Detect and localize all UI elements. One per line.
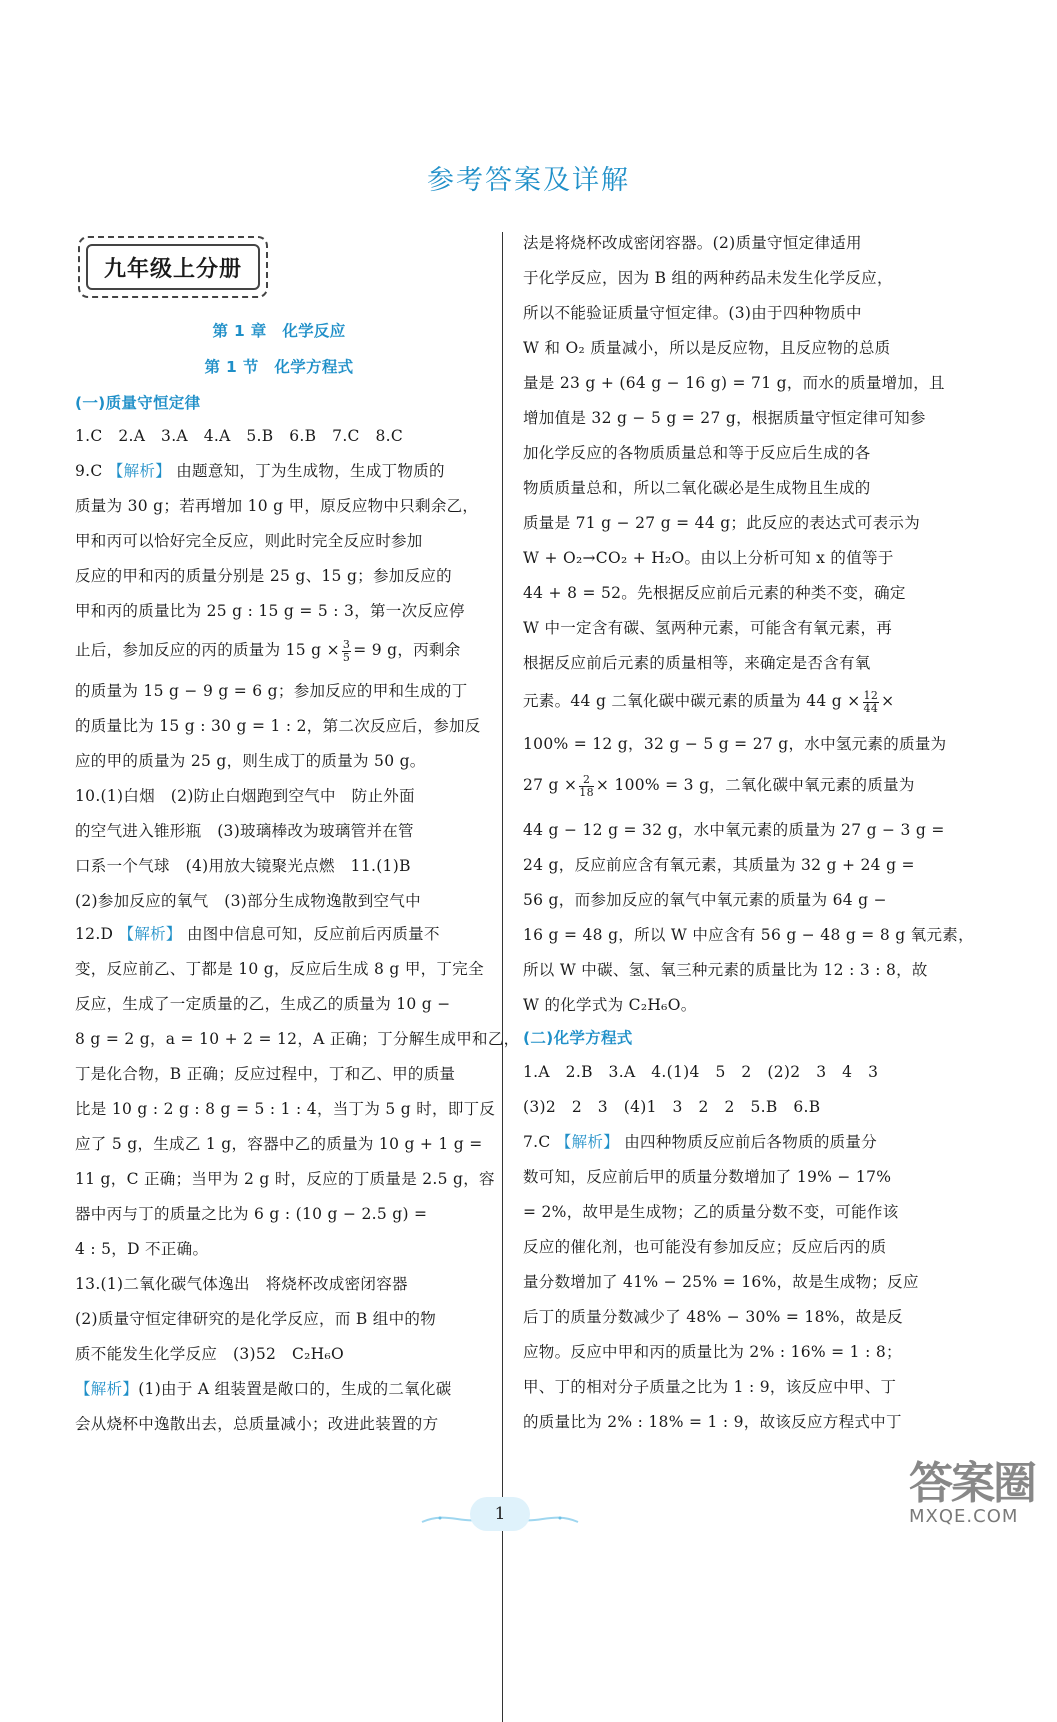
answer-line: 变，反应前乙、丁都是 10 g，反应后生成 8 g 甲，丁完全: [75, 960, 484, 978]
answer-line: W 中一定含有碳、氢两种元素，可能含有氧元素，再: [523, 619, 893, 637]
answer-line: 8 g = 2 g，a = 10 + 2 = 12，A 正确；丁分解生成甲和乙，: [75, 1030, 520, 1048]
answer-line: 24 g，反应前应含有氧元素，其质量为 32 g + 24 g =: [523, 856, 915, 874]
fraction: [342, 639, 351, 664]
answer-line: 11 g，C 正确；当甲为 2 g 时，反应的丁质量是 2.5 g，容: [75, 1170, 495, 1188]
answer-line: (2)质量守恒定律研究的是化学反应，而 B 组中的物: [75, 1310, 437, 1328]
question-number: 9.C: [75, 462, 103, 480]
answer-line: 比是 10 g : 2 g : 8 g = 5 : 1 : 4，当丁为 5 g 时，即丁反: [75, 1100, 496, 1118]
answer-line: 会从烧杯中逸散出去，总质量减小；改进此装置的方: [75, 1415, 439, 1433]
fraction-denominator: 18: [579, 785, 594, 799]
answer-line: 器中丙与丁的质量之比为 6 g : (10 g − 2.5 g) =: [75, 1205, 428, 1223]
answer-line: 的质量为 15 g − 9 g = 6 g；参加反应的甲和生成的丁: [75, 682, 468, 700]
answer-line: 数可知，反应前后甲的质量分数增加了 19% − 17%: [523, 1168, 892, 1186]
fraction-numerator: 12: [863, 688, 879, 702]
answer-line: W 和 O₂ 质量减小，所以是反应物，且反应物的总质: [523, 339, 891, 357]
answer-line: 加化学反应的各物质质量总和等于反应后生成的各: [523, 444, 871, 462]
analysis-text: 由图中信息可知，反应前后丙质量不: [186, 925, 440, 943]
chapter-heading: 第 1 章 化学反应: [212, 322, 346, 340]
answer-line: 质量为 30 g；若再增加 10 g 甲，原反应物中只剩余乙，: [75, 497, 479, 515]
answer-line: 增加值是 32 g − 5 g = 27 g，根据质量守恒定律可知参: [523, 409, 926, 427]
answer-line: 100% = 12 g，32 g − 5 g = 27 g，水中氢元素的质量为: [523, 735, 947, 753]
answer-line: 根据反应前后元素的质量相等，来确定是否含有氧: [523, 654, 871, 672]
answer-line: [75, 1372, 452, 1407]
answer-line: (2)参加反应的氧气 (3)部分生成物逸散到空气中: [75, 892, 421, 910]
answer-line: 应物。反应中甲和丙的质量比为 2% : 16% = 1 : 8；: [523, 1343, 902, 1361]
fraction-denominator: 5: [342, 650, 351, 664]
answer-line: 反应的甲和丙的质量分别是 25 g、15 g；参加反应的: [75, 567, 452, 585]
answer-line: 10.(1)白烟 (2)防止白烟跑到空气中 防止外面: [75, 787, 415, 805]
watermark-url: MXQE.COM: [909, 1506, 1019, 1527]
book-volume-tag: [78, 236, 268, 298]
answer-line: 质不能发生化学反应 (3)52 C₂H₆O: [75, 1345, 344, 1363]
analysis-tag: 【解析】: [107, 462, 171, 480]
page-title: 参考答案及详解: [427, 165, 630, 196]
answer-line: 的质量比为 15 g : 30 g = 1 : 2，第二次反应后，参加反: [75, 717, 481, 735]
question-number: 12.D: [75, 925, 114, 943]
text-segment: ×: [881, 692, 895, 710]
answer-line: 后丁的质量分数减少了 48% − 30% = 18%，故是反: [523, 1308, 903, 1326]
analysis-tag: 【解析】: [555, 1133, 619, 1151]
answer-line: [75, 454, 445, 489]
answer-line: 丁是化合物，B 正确；反应过程中，丁和乙、甲的质量: [75, 1065, 456, 1083]
answer-line: [75, 917, 440, 952]
section-heading: 第 1 节 化学方程式: [204, 358, 354, 376]
subsection-heading: (一)质量守恒定律: [75, 394, 201, 412]
answer-line: = 2%，故甲是生成物；乙的质量分数不变，可能作该: [523, 1203, 899, 1221]
text-segment: × 100% = 3 g，二氧化碳中氧元素的质量为: [595, 776, 915, 794]
answer-line: 物质质量总和，所以二氧化碳必是生成物且生成的: [523, 479, 871, 497]
answer-line: 44 g − 12 g = 32 g，水中氧元素的质量为 27 g − 3 g =: [523, 821, 945, 839]
answer-line: 法是将烧杯改成密闭容器。(2)质量守恒定律适用: [523, 234, 862, 252]
page-number: 1: [470, 1497, 530, 1531]
answer-line: 13.(1)二氧化碳气体逸出 将烧杯改成密闭容器: [75, 1275, 408, 1293]
analysis-text: (1)由于 A 组装置是敞口的，生成的二氧化碳: [138, 1380, 452, 1398]
analysis-text: 由四种物质反应前后各物质的质量分: [624, 1133, 878, 1151]
answer-line: 44 + 8 = 52。先根据反应前后元素的种类不变，确定: [523, 584, 906, 602]
book-volume-label: 九年级上分册: [86, 244, 260, 290]
watermark-text: 答案圈: [909, 1458, 1035, 1509]
answer-line: 质量是 71 g − 27 g = 44 g；此反应的表达式可表示为: [523, 514, 921, 532]
answer-line: 于化学反应，因为 B 组的两种药品未发生化学反应，: [523, 269, 893, 287]
answer-line: 反应，生成了一定质量的乙，生成乙的质量为 10 g −: [75, 995, 451, 1013]
answer-line: 甲和丙可以恰好完全反应，则此时完全反应时参加: [75, 532, 423, 550]
answer-line: 甲、丁的相对分子质量之比为 1 : 9，该反应中甲、丁: [523, 1378, 897, 1396]
fraction-denominator: 44: [863, 701, 879, 715]
fraction-numerator: 2: [579, 774, 594, 787]
answer-line: 量分数增加了 41% − 25% = 16%，故是生成物；反应: [523, 1273, 919, 1291]
fraction: [579, 774, 594, 799]
answer-line: 56 g，而参加反应的氧气中氧元素的质量为 64 g −: [523, 891, 887, 909]
answer-line: 量是 23 g + (64 g − 16 g) = 71 g，而水的质量增加，且: [523, 374, 945, 392]
answer-line: 的空气进入锥形瓶 (3)玻璃棒改为玻璃管并在管: [75, 822, 414, 840]
answer-line: (3)2 2 3 (4)1 3 2 2 5.B 6.B: [523, 1098, 821, 1116]
answer-line: 应的甲的质量为 25 g，则生成丁的质量为 50 g。: [75, 752, 426, 770]
answer-line: 反应的催化剂，也可能没有参加反应；反应后丙的质: [523, 1238, 887, 1256]
answer-line: 应了 5 g，生成乙 1 g，容器中乙的质量为 10 g + 1 g =: [75, 1135, 483, 1153]
answer-line: 口系一个气球 (4)用放大镜聚光点燃 11.(1)B: [75, 857, 411, 875]
answer-line: [75, 633, 461, 668]
subsection-heading: (二)化学方程式: [523, 1029, 633, 1047]
answer-line: 所以不能验证质量守恒定律。(3)由于四种物质中: [523, 304, 862, 322]
analysis-tag: 【解析】: [75, 1380, 139, 1398]
answer-line: [523, 1125, 877, 1160]
answer-line: W 的化学式为 C₂H₆O。: [523, 996, 697, 1014]
question-number: 7.C: [523, 1133, 551, 1151]
text-segment: 元素。44 g 二氧化碳中碳元素的质量为 44 g ×: [523, 692, 861, 710]
analysis-text: 由题意知，丁为生成物，生成丁物质的: [176, 462, 445, 480]
fraction-numerator: 3: [342, 637, 351, 651]
watermark-logo: [909, 1458, 1039, 1528]
answer-line: [523, 768, 915, 803]
text-segment: 27 g ×: [523, 776, 578, 794]
answer-line: 16 g = 48 g，所以 W 中应含有 56 g − 48 g = 8 g 氧元素，: [523, 926, 974, 944]
answer-line: 的质量比为 2% : 18% = 1 : 9，故该反应方程式中丁: [523, 1413, 902, 1431]
answer-line: W + O₂→CO₂ + H₂O。由以上分析可知 x 的值等于: [523, 549, 894, 567]
text-segment: 止后，参加反应的丙的质量为 15 g ×: [75, 641, 340, 659]
answer-line: 4 : 5，D 不正确。: [75, 1240, 209, 1258]
answer-line: 1.C 2.A 3.A 4.A 5.B 6.B 7.C 8.C: [75, 427, 404, 445]
fraction: [863, 690, 880, 715]
answer-line: 所以 W 中碳、氢、氧三种元素的质量比为 12 : 3 : 8，故: [523, 961, 928, 979]
analysis-tag: 【解析】: [118, 925, 182, 943]
answer-line: 1.A 2.B 3.A 4.(1)4 5 2 (2)2 3 4 3: [523, 1063, 879, 1081]
text-segment: = 9 g，丙剩余: [353, 641, 461, 659]
answer-line: 甲和丙的质量比为 25 g : 15 g = 5 : 3，第一次反应停: [75, 602, 465, 620]
answer-line: [523, 684, 894, 719]
